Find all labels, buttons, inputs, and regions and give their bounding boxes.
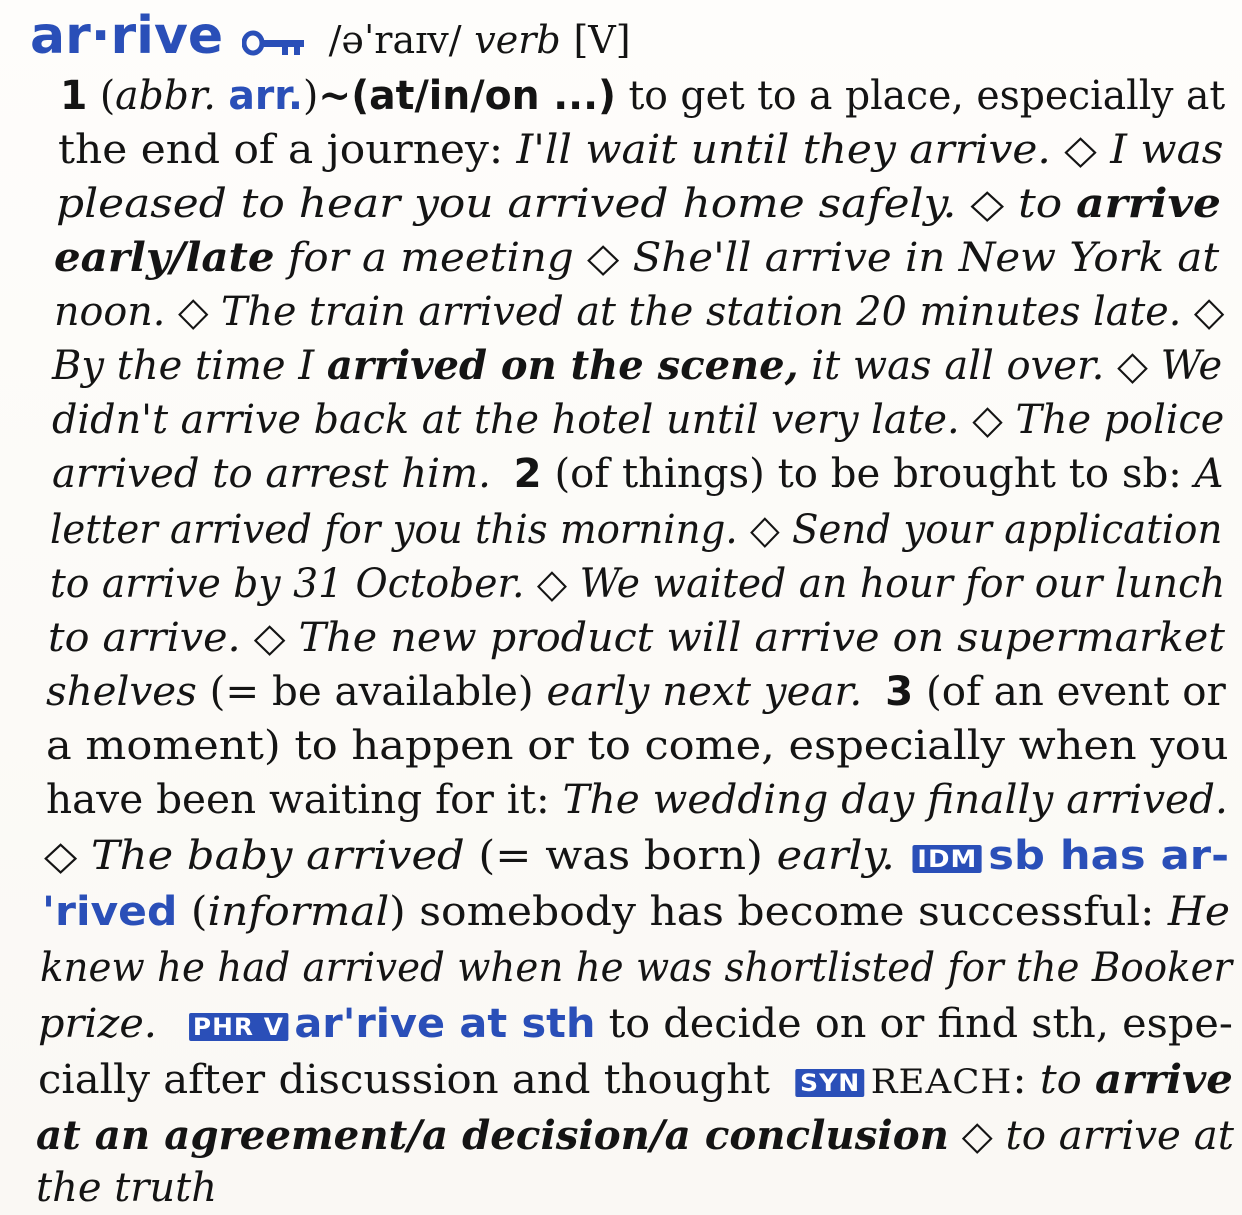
sense-3-definition-cont: have been waiting for it: xyxy=(46,777,550,823)
line-2 xyxy=(60,70,1225,122)
line-22 xyxy=(36,1162,217,1214)
sense-2-number: 2 xyxy=(513,451,542,497)
example: to arrive at xyxy=(1005,1113,1234,1159)
example: letter arrived for you this morning. xyxy=(50,507,738,553)
line-13 xyxy=(46,666,1226,718)
example: The wedding day finally arrived. xyxy=(562,777,1228,823)
synonym-label: SYN xyxy=(796,1069,865,1097)
line-16 xyxy=(44,830,1229,882)
idiom-label: IDM xyxy=(913,845,982,873)
example: to arrive. xyxy=(48,615,241,661)
example: The train arrived at the station 20 minutes late. xyxy=(221,289,1182,335)
idiom-phrase: sb has ar- xyxy=(988,833,1229,879)
example: to xyxy=(1039,1057,1082,1103)
paren: ) xyxy=(302,73,319,119)
separator: ◇ xyxy=(1117,343,1148,389)
collocation: arrived on the scene, xyxy=(326,342,799,389)
line-12 xyxy=(48,612,1225,664)
example: pleased to hear you arrived home safely. xyxy=(56,181,957,227)
abbreviation: arr. xyxy=(228,73,303,119)
sense-1-definition-cont: the end of a journey: xyxy=(58,127,504,173)
example: early. xyxy=(776,833,895,879)
example: She'll arrive in New York at xyxy=(632,235,1220,281)
gloss: (= was born) xyxy=(478,833,763,879)
example: The police xyxy=(1015,397,1225,443)
line-18 xyxy=(40,942,1232,994)
example: knew he had arrived when he was shortlisted for the Booker xyxy=(40,945,1233,991)
phrasal-verb-definition: to decide on or find sth, espe- xyxy=(608,1001,1233,1047)
example: it was all over. xyxy=(811,343,1105,389)
separator: ◇ xyxy=(253,615,286,661)
line-15 xyxy=(46,774,1228,826)
example: the truth xyxy=(36,1165,218,1211)
line-20 xyxy=(38,1054,1233,1106)
line-4 xyxy=(56,178,1221,230)
example: A xyxy=(1194,451,1224,497)
tilde: ~ xyxy=(318,72,352,119)
separator: ◇ xyxy=(44,833,78,879)
idiom-definition: somebody has become successful: xyxy=(419,889,1155,935)
abbr-label: abbr. xyxy=(115,73,216,119)
example: arrived to arrest him. xyxy=(52,451,491,497)
phrasal-verb-definition-cont: cially after discussion and thought xyxy=(38,1057,770,1103)
example: The baby arrived xyxy=(90,833,465,879)
line-3 xyxy=(58,124,1223,176)
separator: ◇ xyxy=(961,1113,993,1159)
gloss: (= be available) xyxy=(209,669,534,715)
separator: ◇ xyxy=(970,181,1005,227)
example: didn't arrive back at the hotel until very late. xyxy=(52,397,960,443)
separator: ◇ xyxy=(536,561,568,607)
line-10 xyxy=(50,504,1222,556)
example: We waited an hour for our lunch xyxy=(579,561,1226,607)
line-6 xyxy=(54,286,1224,338)
separator: ◇ xyxy=(972,397,1003,443)
colon: : xyxy=(1012,1057,1027,1103)
example: I'll wait until they arrive. xyxy=(516,127,1051,173)
collocation: arrive xyxy=(1076,180,1221,227)
line-19 xyxy=(38,998,1233,1050)
separator: ◇ xyxy=(1193,289,1225,335)
register-label: informal xyxy=(207,889,390,935)
sense-2-definition: (of things) to be brought to sb: xyxy=(554,451,1182,497)
sense-3-definition: (of an event or xyxy=(926,669,1226,715)
example: Send your application xyxy=(792,507,1223,553)
phrasal-verb-label: PHR V xyxy=(189,1013,288,1041)
example: He xyxy=(1167,889,1231,935)
example: noon. xyxy=(54,289,166,335)
oxford-3000-key-icon xyxy=(242,29,306,57)
grammar-pattern: (at/in/on ...) xyxy=(351,73,616,119)
example: prize. xyxy=(38,1001,157,1047)
example: early next year. xyxy=(546,669,863,715)
sense-1-definition: to get to a place, especially at xyxy=(628,73,1226,119)
pronunciation: /əˈraɪv/ xyxy=(328,18,462,62)
example: to xyxy=(1018,181,1063,227)
sense-3-definition-cont: a moment) to happen or to come, especially when you xyxy=(46,723,1229,769)
example: for a meeting xyxy=(287,235,574,281)
collocation: early/late xyxy=(54,234,275,281)
example: The new product will arrive on supermarket xyxy=(298,615,1225,661)
separator: ◇ xyxy=(1064,127,1097,173)
grammar-code: [V] xyxy=(573,18,631,62)
sense-3-number: 3 xyxy=(885,669,914,715)
example: We xyxy=(1160,343,1223,389)
line-14 xyxy=(46,720,1229,772)
headword: ar·rive xyxy=(30,6,224,66)
entry-header xyxy=(30,6,631,66)
example: shelves xyxy=(46,669,197,715)
separator: ◇ xyxy=(749,507,780,553)
sense-1-number: 1 xyxy=(60,73,88,119)
separator: ◇ xyxy=(587,235,620,281)
example: to arrive by 31 October. xyxy=(50,561,525,607)
register-paren: (informal) xyxy=(190,889,406,935)
part-of-speech: verb xyxy=(474,18,561,62)
line-9 xyxy=(52,448,1224,500)
line-17 xyxy=(42,886,1230,938)
line-11 xyxy=(50,558,1225,610)
phrasal-verb-phrase: ar'rive at sth xyxy=(294,1001,596,1047)
separator: ◇ xyxy=(177,289,209,335)
line-7 xyxy=(52,340,1222,392)
line-8 xyxy=(52,394,1224,446)
line-21 xyxy=(36,1110,1234,1162)
idiom-phrase-cont: 'rived xyxy=(42,889,178,935)
paren: ( xyxy=(99,73,116,119)
example: By the time I xyxy=(52,343,315,389)
collocation: at an agreement/a decision/a conclusion xyxy=(36,1112,949,1159)
synonym: REACH xyxy=(870,1062,1013,1102)
collocation: arrive xyxy=(1095,1056,1233,1103)
example: I was xyxy=(1110,127,1224,173)
line-5 xyxy=(54,232,1219,284)
